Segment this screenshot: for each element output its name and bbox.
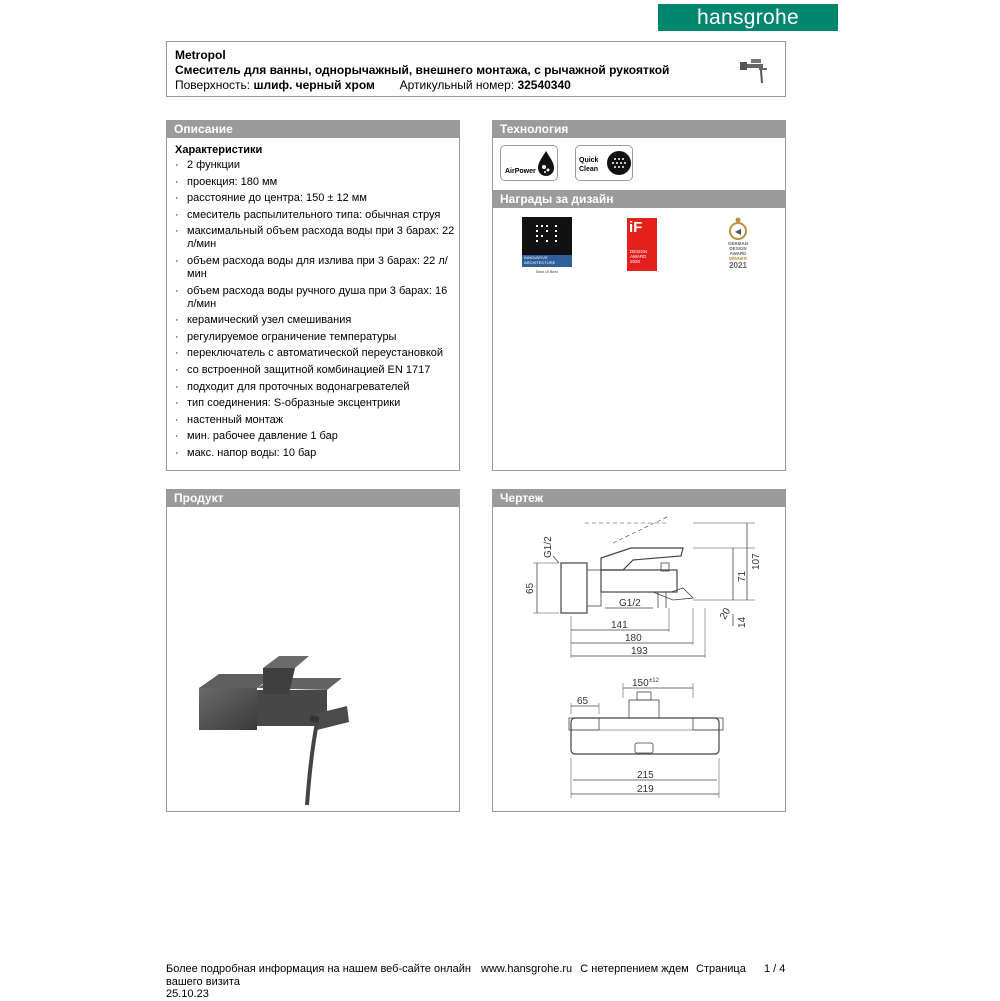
features-title: Характеристики (175, 144, 263, 156)
airpower-badge: AirPower (500, 145, 558, 181)
dim-20: 20 (718, 606, 734, 622)
dim-14: 14 (737, 616, 748, 628)
surface-value: шлиф. черный хром (253, 78, 375, 92)
description-heading: Описание (167, 121, 459, 138)
awards-panel (492, 190, 786, 471)
list-item: · 2 функции (175, 159, 241, 171)
list-item: · мин. рабочее давление 1 бар (175, 430, 338, 443)
hansgrohe-logo: hansgrohe (658, 4, 838, 31)
product-image (167, 508, 459, 811)
dim-65-top: 65 (577, 696, 589, 707)
product-heading: Продукт (167, 490, 459, 507)
list-item: · объем расхода воды ручного душа при 3 барах: 16 л/мин (175, 284, 448, 310)
innovative-architecture-award-icon: INNOVATIVE ARCHITECTURE Best of Best (522, 217, 572, 275)
awards-heading: Награды за дизайн (493, 191, 785, 208)
footer-page-label: Страница (696, 963, 746, 975)
dim-150-tol: ±12 (649, 678, 659, 684)
svg-text:◀: ◀ (734, 227, 742, 236)
footer-page-number: 1 / 4 (764, 963, 786, 975)
dim-65-side: 65 (525, 582, 536, 594)
dim-g-bottom: G1/2 (619, 598, 641, 609)
article-value: 32540340 (517, 78, 571, 92)
product-description-title: Смеситель для ванны, однорычажный, внешнего монтажа, с рычажной рукояткой (175, 63, 670, 77)
list-item: · максимальный объем расхода воды при 3 барах: 22 л/мин (175, 225, 455, 251)
product-thumbnail-icon (737, 56, 771, 84)
dim-193: 193 (631, 646, 648, 657)
technology-heading: Технология (493, 121, 785, 138)
dim-219: 219 (637, 784, 654, 795)
dim-g-left: G1/2 (543, 536, 554, 558)
features-list (175, 159, 455, 464)
surface-label: Поверхность: (175, 78, 251, 92)
list-item: · подходит для проточных водонагревателей (175, 380, 410, 393)
list-item: · расстояние до центра: 150 ± 12 мм (175, 192, 367, 205)
list-item: · переключатель с автоматической переустановкой (175, 347, 444, 360)
footer-text-after-2: вашего визита (166, 975, 240, 988)
footer-text: Более подробная информация на нашем веб-сайте онлайн (166, 963, 471, 975)
list-item: · со встроенной защитной комбинацией EN 1717 (175, 363, 431, 376)
dim-141: 141 (611, 620, 628, 631)
dim-215: 215 (637, 770, 654, 781)
description-panel (166, 120, 460, 471)
dim-107: 107 (751, 553, 762, 570)
product-surface-line (175, 78, 571, 92)
dim-180: 180 (625, 633, 642, 644)
article-label: Артикульный номер: (399, 78, 515, 92)
product-line-name: Metropol (175, 48, 226, 62)
list-item: · настенный монтаж (175, 413, 284, 426)
technical-drawing (493, 508, 785, 811)
product-title-box (166, 41, 786, 97)
list-item: · проекция: 180 мм (175, 175, 278, 188)
german-design-award-icon: ◀ GERMAN DESIGN AWARD WINNER 2021 (721, 217, 755, 275)
dim-71: 71 (737, 570, 748, 582)
list-item: · смеситель распылительного типа: обычная струя (175, 208, 441, 221)
quickclean-badge: Quick Clean (575, 145, 633, 181)
quickclean-nozzle-icon (606, 149, 632, 177)
footer (166, 963, 806, 1001)
list-item: · керамический узел смешивания (175, 314, 352, 327)
dim-150: 150 (632, 678, 649, 689)
footer-text-after: С нетерпением ждем (580, 963, 689, 975)
footer-website-link[interactable]: www.hansgrohe.ru (481, 963, 573, 975)
technology-panel (492, 120, 786, 190)
list-item: · объем расхода воды для излива при 3 барах: 22 л/мин (175, 254, 448, 280)
drawing-heading: Чертеж (493, 490, 785, 507)
airpower-drop-icon (535, 149, 557, 179)
drawing-panel (492, 489, 786, 812)
list-item: · тип соединения: S-образные эксцентрики (175, 397, 401, 410)
footer-date: 25.10.23 (166, 988, 209, 1000)
if-design-award-icon: iF DESIGN AWARD 2020 (627, 218, 657, 271)
list-item: · макс. напор воды: 10 бар (175, 446, 317, 459)
list-item: · регулируемое ограничение температуры (175, 330, 397, 343)
product-panel (166, 489, 460, 812)
